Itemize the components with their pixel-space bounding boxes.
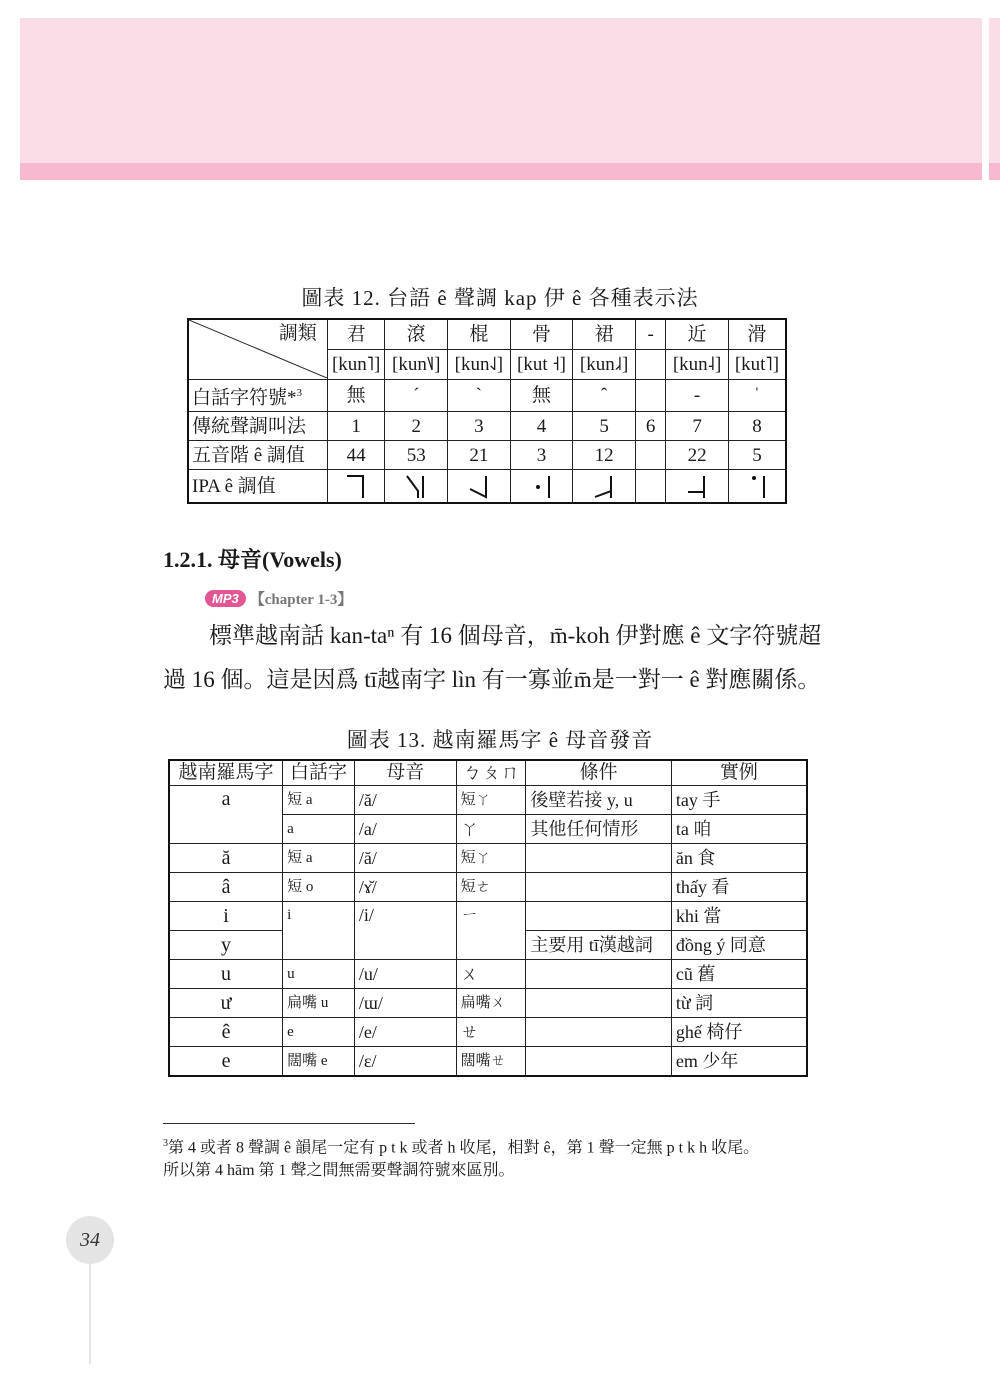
tone-example-ipa: [kun˥˩]	[385, 350, 448, 380]
row-label-ipa: IPA ê 調值	[188, 470, 327, 503]
tone-letter-icon	[385, 470, 448, 503]
ipa-tone-row	[188, 470, 786, 503]
tone-letter-icon	[728, 470, 786, 503]
tone-name: 骨	[510, 319, 573, 350]
poj-cell: a	[283, 815, 355, 844]
row-label-five-scale: 五音階 ê 調值	[188, 441, 327, 470]
footnote-line: 所以第 4 hām 第 1 聲之間無需要聲調符號來區別。	[163, 1162, 515, 1180]
tone-letter-icon	[448, 470, 511, 503]
bopomofo-cell: 短ㄚ	[456, 844, 526, 873]
tone-example-ipa: [kun˩˨]	[573, 350, 636, 380]
condition-cell: 主要用 tī漢越詞	[526, 931, 671, 960]
vowel-cell: /u/	[354, 960, 456, 989]
bopomofo-cell: 短ㄜ	[456, 873, 526, 902]
viet-letter: e	[169, 1047, 283, 1077]
bopomofo-cell: ㄧ	[456, 902, 526, 960]
vowel-table	[168, 759, 808, 1077]
tone-name: 滑	[728, 319, 786, 350]
tone-name: 滾	[385, 319, 448, 350]
vowel-cell: /i/	[354, 902, 456, 960]
poj-cell: 闊嘴 e	[283, 1047, 355, 1077]
column-header: 白話字	[283, 760, 355, 786]
body-paragraph-line: 過 16 個。這是因爲 tī越南字 lìn 有一寡並m̄是一對一 ê 對應關係。	[163, 667, 821, 692]
tone-name-row	[188, 319, 786, 350]
viet-letter: â	[169, 873, 283, 902]
condition-cell	[526, 1047, 671, 1077]
bopomofo-cell: ㄝ	[456, 1018, 526, 1047]
table12-caption: 圖表 12. 台語 ê 聲調 kap 伊 ê 各種表示法	[301, 286, 699, 310]
condition-cell: 其他任何情形	[526, 815, 671, 844]
vowel-cell: /ă/	[354, 786, 456, 815]
condition-cell	[526, 989, 671, 1018]
vowel-cell: /ă/	[354, 844, 456, 873]
footnote-marker: 3	[163, 1138, 168, 1149]
column-header: 條件	[526, 760, 671, 786]
tone-name: 君	[327, 319, 385, 350]
tone-value: 22	[666, 441, 729, 470]
table-row	[169, 989, 807, 1018]
condition-cell	[526, 960, 671, 989]
viet-letter: u	[169, 960, 283, 989]
tone-letter-empty	[635, 470, 665, 503]
row-label-traditional: 傳統聲調叫法	[188, 412, 327, 441]
tone-number: 2	[385, 412, 448, 441]
body-paragraph-line: 標準越南話 kan-taⁿ 有 16 個母音，m̄-koh 伊對應 ê 文字符號超	[209, 623, 822, 648]
example-cell: ăn 食	[671, 844, 807, 873]
footnote-divider	[163, 1123, 415, 1124]
example-cell: thấy 看	[671, 873, 807, 902]
bopomofo-cell: ㄨ	[456, 960, 526, 989]
poj-cell: 短 a	[283, 786, 355, 815]
table-row	[169, 1047, 807, 1077]
table-row	[169, 873, 807, 902]
five-scale-row	[188, 441, 786, 470]
poj-symbol: 無	[510, 380, 573, 412]
viet-letter: ê	[169, 1018, 283, 1047]
condition-cell	[526, 873, 671, 902]
header-stripe	[20, 163, 982, 180]
table13-caption: 圖表 13. 越南羅馬字 ê 母音發音	[346, 728, 654, 752]
poj-cell: 短 o	[283, 873, 355, 902]
example-cell: em 少年	[671, 1047, 807, 1077]
example-cell: cũ 舊	[671, 960, 807, 989]
poj-cell: i	[283, 902, 355, 960]
bopomofo-cell: 短ㄚ	[456, 786, 526, 815]
column-header: 實例	[671, 760, 807, 786]
viet-letter: y	[169, 931, 283, 960]
table-row	[169, 844, 807, 873]
tone-value: 44	[327, 441, 385, 470]
poj-cell: 短 a	[283, 844, 355, 873]
tone-value: 21	[448, 441, 511, 470]
viet-letter: ă	[169, 844, 283, 873]
tone-example-ipa: [kun˥]	[327, 350, 385, 380]
tone-letter-icon	[666, 470, 729, 503]
tone-letter-icon	[327, 470, 385, 503]
tone-number: 3	[448, 412, 511, 441]
bopomofo-cell: 扁嘴ㄨ	[456, 989, 526, 1018]
table-row	[169, 960, 807, 989]
vowel-cell: /ɯ/	[354, 989, 456, 1018]
tone-name: 近	[666, 319, 729, 350]
poj-cell: 扁嘴 u	[283, 989, 355, 1018]
tone-value: 53	[385, 441, 448, 470]
viet-letter: ư	[169, 989, 283, 1018]
row-label-poj: 白話字符號*$^3$	[188, 380, 327, 412]
corner-label: 調類	[278, 323, 317, 344]
vowel-cell: /a/	[354, 815, 456, 844]
column-header: ㄅㄆㄇ	[456, 760, 526, 786]
tone-letter-icon	[573, 470, 636, 503]
condition-cell	[526, 1018, 671, 1047]
poj-symbol: -	[666, 380, 729, 412]
mp3-badge-icon[interactable]: MP3	[205, 590, 246, 607]
vowel-table-header	[169, 760, 807, 786]
example-cell: ghế 椅仔	[671, 1018, 807, 1047]
tone-letter-icon	[510, 470, 573, 503]
tone-example-ipa: [kut ˧]	[510, 350, 573, 380]
tone-table	[187, 318, 787, 504]
vowel-cell: /ɤ̆/	[354, 873, 456, 902]
footnote	[163, 1132, 843, 1182]
poj-symbol: ˊ	[385, 380, 448, 412]
header-stripe-edge	[989, 163, 1000, 180]
tone-example-ipa	[635, 350, 665, 380]
condition-cell	[526, 844, 671, 873]
tone-number: 7	[666, 412, 729, 441]
column-header: 母音	[354, 760, 456, 786]
header-banner	[20, 18, 982, 180]
vowel-cell: /ɛ/	[354, 1047, 456, 1077]
poj-symbol	[635, 380, 665, 412]
tone-name: -	[635, 319, 665, 350]
tone-value	[635, 441, 665, 470]
condition-cell: 後壁若接 y, u	[526, 786, 671, 815]
tone-example-ipa: [kun˨]	[666, 350, 729, 380]
page-number-line	[89, 1264, 91, 1364]
example-cell: khi 當	[671, 902, 807, 931]
tone-example-ipa: [kut˥]	[728, 350, 786, 380]
example-cell: ta 咱	[671, 815, 807, 844]
poj-symbol: ˈ	[728, 380, 786, 412]
tone-name: 棍	[448, 319, 511, 350]
tone-number: 6	[635, 412, 665, 441]
viet-letter: i	[169, 902, 283, 931]
poj-symbol-row	[188, 380, 786, 412]
tone-number: 5	[573, 412, 636, 441]
tone-example-ipa: [kun˨˩]	[448, 350, 511, 380]
poj-symbol: ˆ	[573, 380, 636, 412]
poj-symbol: ˋ	[448, 380, 511, 412]
tone-value: 5	[728, 441, 786, 470]
condition-cell	[526, 902, 671, 931]
bopomofo-cell: ㄚ	[456, 815, 526, 844]
footnote-line: $^3$第 4 或者 8 聲調 ê 韻尾一定有 p t k 或者 h 收尾，相對 ê，第 1 聲一定無 p t k h 收尾。	[163, 1138, 760, 1157]
poj-symbol: 無	[327, 380, 385, 412]
tone-value: 12	[573, 441, 636, 470]
vowel-cell: /e/	[354, 1018, 456, 1047]
traditional-tone-row	[188, 412, 786, 441]
example-cell: đồng ý 同意	[671, 931, 807, 960]
tone-value: 3	[510, 441, 573, 470]
tone-number: 1	[327, 412, 385, 441]
example-cell: tay 手	[671, 786, 807, 815]
page-number: 34	[66, 1216, 114, 1264]
table-row	[169, 786, 807, 815]
table-row	[169, 902, 807, 931]
section-heading: 1.2.1. 母音(Vowels)	[163, 547, 342, 572]
viet-letter: a	[169, 786, 283, 844]
audio-chapter: 【chapter 1-3】	[249, 592, 353, 608]
poj-cell: u	[283, 960, 355, 989]
tone-number: 4	[510, 412, 573, 441]
poj-cell: e	[283, 1018, 355, 1047]
tone-name: 裙	[573, 319, 636, 350]
column-header: 越南羅馬字	[169, 760, 283, 786]
bopomofo-cell: 闊嘴ㄝ	[456, 1047, 526, 1077]
audio-link[interactable]	[205, 588, 352, 609]
table-row	[169, 1018, 807, 1047]
header-banner-edge	[989, 18, 1000, 180]
corner-cell	[188, 319, 327, 380]
tone-number: 8	[728, 412, 786, 441]
example-cell: từ 詞	[671, 989, 807, 1018]
